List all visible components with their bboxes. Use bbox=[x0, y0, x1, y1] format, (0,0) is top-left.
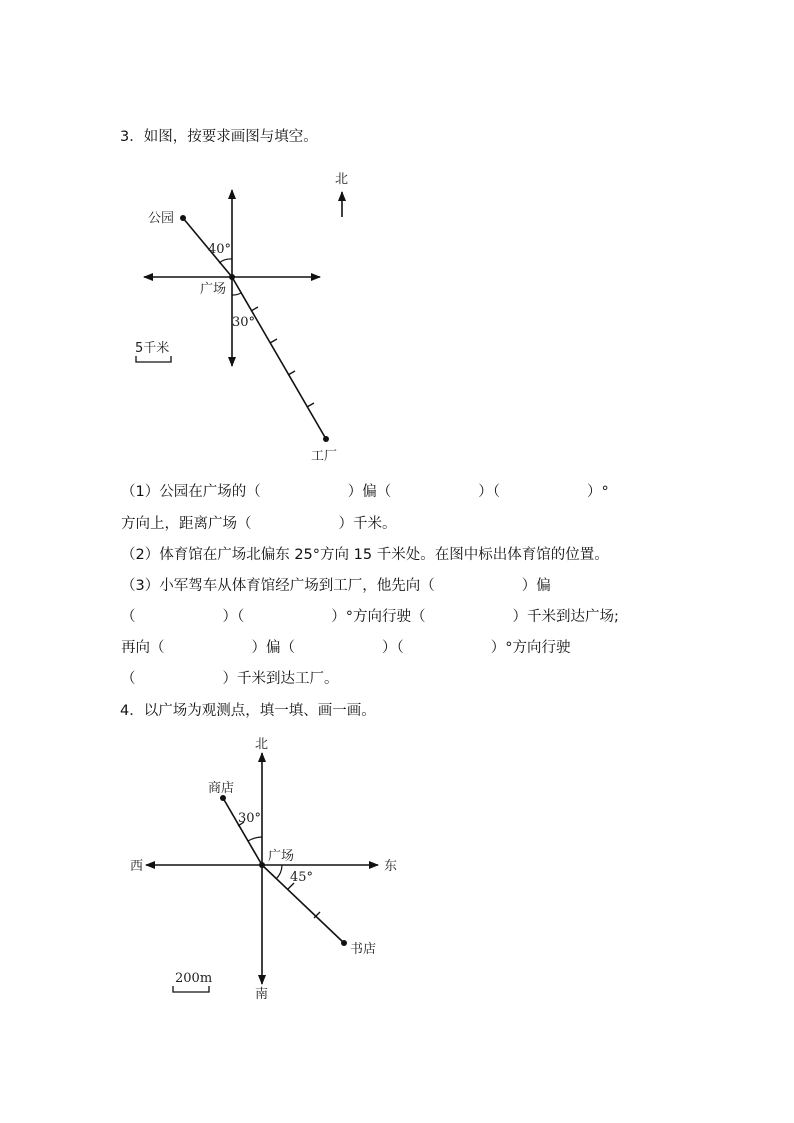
q4-shop-label: 商店 bbox=[208, 781, 235, 796]
q3-title: 3．如图，按要求画图与填空。 bbox=[120, 129, 318, 145]
q4-bookstore-point bbox=[341, 940, 347, 946]
q3-park-label: 公园 bbox=[148, 211, 175, 226]
q4-title: 4．以广场为观测点，填一填、画一画。 bbox=[120, 703, 376, 719]
q3-angle-park-label: 40° bbox=[208, 242, 232, 257]
q4-north-label: 北 bbox=[255, 737, 269, 752]
q4-angle-arc-bookstore bbox=[276, 865, 282, 879]
q4-west-label: 西 bbox=[130, 859, 144, 874]
q3-factory-label: 工厂 bbox=[311, 449, 338, 464]
q4-angle-arc-shop bbox=[248, 837, 262, 841]
q4-south-label: 南 bbox=[255, 987, 269, 1002]
q4-angle-bookstore-label: 45° bbox=[290, 870, 314, 885]
q4-bookstore-label: 书店 bbox=[350, 942, 377, 957]
q3-square-label: 广场 bbox=[200, 282, 227, 297]
q4-square-label: 广场 bbox=[268, 849, 295, 864]
q3-line-5: （ ）（ ）°方向行驶（ ）千米到达广场; bbox=[121, 609, 619, 625]
q3-line-4: （3）小军驾车从体育馆经广场到工厂，他先向（ ）偏 bbox=[121, 578, 551, 594]
q3-angle-factory-label: 30° bbox=[232, 315, 256, 330]
q3-line-3: （2）体育馆在广场北偏东 25°方向 15 千米处。在图中标出体育馆的位置。 bbox=[121, 547, 609, 563]
q3-line-6: 再向（ ）偏（ ）（ ）°方向行驶 bbox=[121, 640, 571, 656]
q3-line-2: 方向上，距离广场（ ）千米。 bbox=[121, 516, 397, 532]
q4-shop-line bbox=[223, 798, 262, 865]
q4-scale-label: 200m bbox=[175, 971, 213, 986]
q4-square-point bbox=[259, 862, 265, 868]
q4-east-label: 东 bbox=[384, 859, 398, 874]
q3-north-label: 北 bbox=[335, 172, 349, 187]
q3-line-7: （ ）千米到达工厂。 bbox=[121, 671, 339, 687]
q3-scale-label: 5千米 bbox=[135, 341, 170, 356]
q3-line-1: （1）公园在广场的（ ）偏（ ）（ ）° bbox=[121, 484, 609, 500]
q4-angle-shop-label: 30° bbox=[238, 811, 262, 826]
q4-scale-bar bbox=[173, 986, 209, 992]
